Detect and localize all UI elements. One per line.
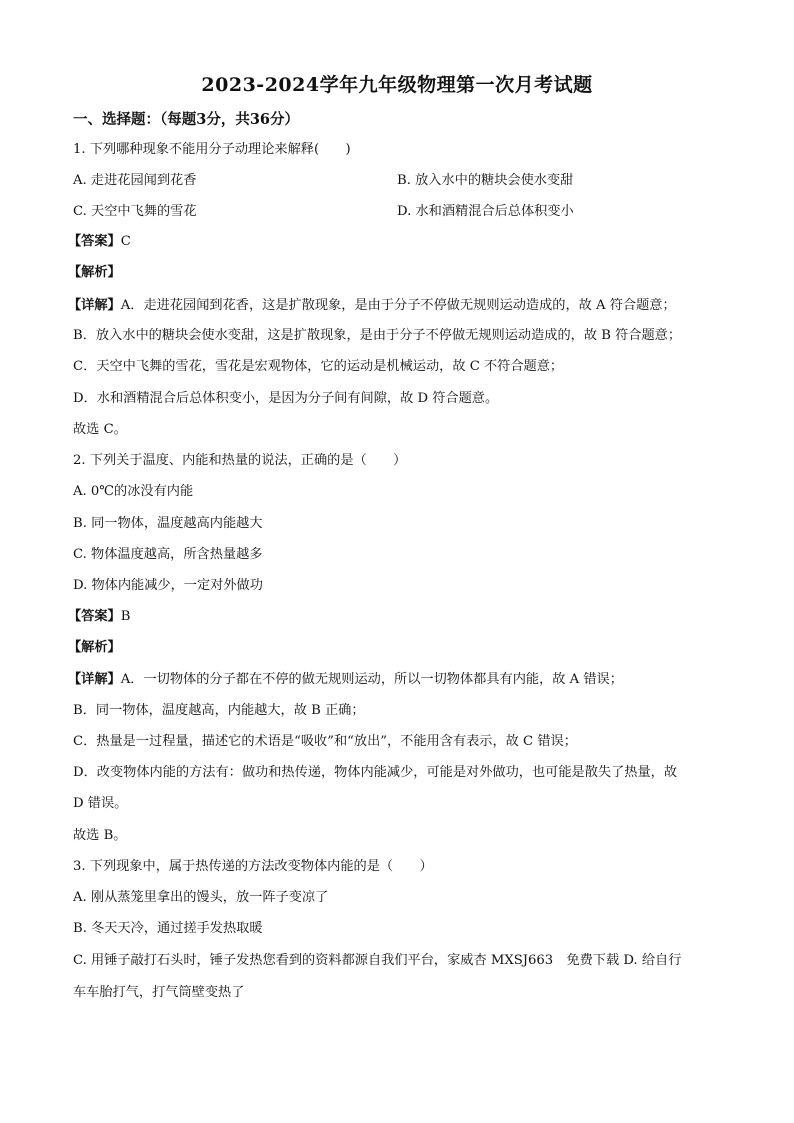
answer-tag: 【答案】 — [68, 234, 121, 249]
question-2-detail-3: C．热量是一过程量，描述它的术语是“吸收”和“放出”，不能用含有表示，故 C 错误； — [73, 734, 577, 749]
section-header: 一、选择题：（每题3分，共36分） — [73, 111, 300, 128]
question-2-stem: 2. 下列关于温度、内能和热量的说法，正确的是（ ） — [73, 453, 407, 468]
question-2-option-a: A. 0℃的冰没有内能 — [73, 484, 194, 499]
question-2-detail-2: B．同一物体，温度越高，内能越大，故 B 正确； — [73, 703, 365, 718]
question-3-stem: 3. 下列现象中，属于热传递的方法改变物体内能的是（ ） — [73, 859, 433, 874]
answer-value: C — [120, 234, 131, 249]
question-2-option-c: C. 物体温度越高，所含热量越多 — [73, 547, 263, 562]
question-1-detail-2: B．放入水中的糖块会使水变甜，这是扩散现象，是由于分子不停做无规则运动造成的，故 B 符合题意； — [73, 328, 682, 343]
question-2-conclusion: 故选 B。 — [73, 828, 127, 843]
question-1-detail-3: C．天空中飞舞的雪花，雪花是宏观物体，它的运动是机械运动，故 C 不符合题意； — [73, 359, 564, 374]
question-1-option-c: C. 天空中飞舞的雪花 — [73, 204, 197, 219]
question-1-answer — [68, 233, 131, 251]
question-3-option-b: B. 冬天天冷，通过搓手发热取暖 — [73, 921, 263, 936]
question-1-detail-4: D．水和酒精混合后总体积变小，是因为分子间有间隙，故 D 符合题意。 — [73, 391, 499, 406]
question-2-detail-5: D 错误。 — [73, 796, 128, 811]
question-1-analysis-tag: 【解析】 — [68, 265, 121, 280]
question-2-detail-1: 【详解】A．一切物体的分子都在不停的做无规则运动，所以一切物体都具有内能，故 A 错误； — [68, 672, 623, 687]
question-3-option-d-continued: 车车胎打气，打气筒壁变热了 — [73, 985, 245, 1000]
answer-value: B — [120, 609, 131, 624]
question-2-option-b: B. 同一物体，温度越高内能越大 — [73, 516, 263, 531]
question-2-analysis-tag: 【解析】 — [68, 640, 121, 655]
question-2-answer — [68, 608, 130, 626]
question-1-option-b: B. 放入水中的糖块会使水变甜 — [397, 173, 574, 188]
question-1-option-d: D. 水和酒精混合后总体积变小 — [397, 204, 574, 219]
detail-tag: 【详解】 — [68, 672, 121, 687]
question-1-stem: 1. 下列哪种现象不能用分子动理论来解释( ) — [73, 142, 351, 157]
answer-tag: 【答案】 — [68, 609, 121, 624]
question-1-conclusion: 故选 C。 — [73, 422, 127, 437]
question-2-detail-4: D．改变物体内能的方法有：做功和热传递，物体内能减少，可能是对外做功，也可能是散失了热量，故 — [73, 765, 678, 780]
question-3-option-c-d-line: C. 用锤子敲打石头时，锤子发热您看到的资料都源自我们平台，家威杏 MXSJ663 免费下载 D. 给自行 — [73, 953, 682, 968]
question-1-detail-1: 【详解】A．走进花园闻到花香，这是扩散现象，是由于分子不停做无规则运动造成的，故 A 符合题意； — [68, 298, 676, 313]
question-2-option-d: D. 物体内能减少，一定对外做功 — [73, 578, 263, 593]
page-title: 2023-2024学年九年级物理第一次月考试题 — [201, 74, 593, 96]
question-1-option-a: A. 走进花园闻到花香 — [73, 173, 197, 188]
detail-tag: 【详解】 — [68, 298, 121, 313]
question-3-option-a: A. 刚从蒸笼里拿出的馒头，放一阵子变凉了 — [73, 890, 329, 905]
